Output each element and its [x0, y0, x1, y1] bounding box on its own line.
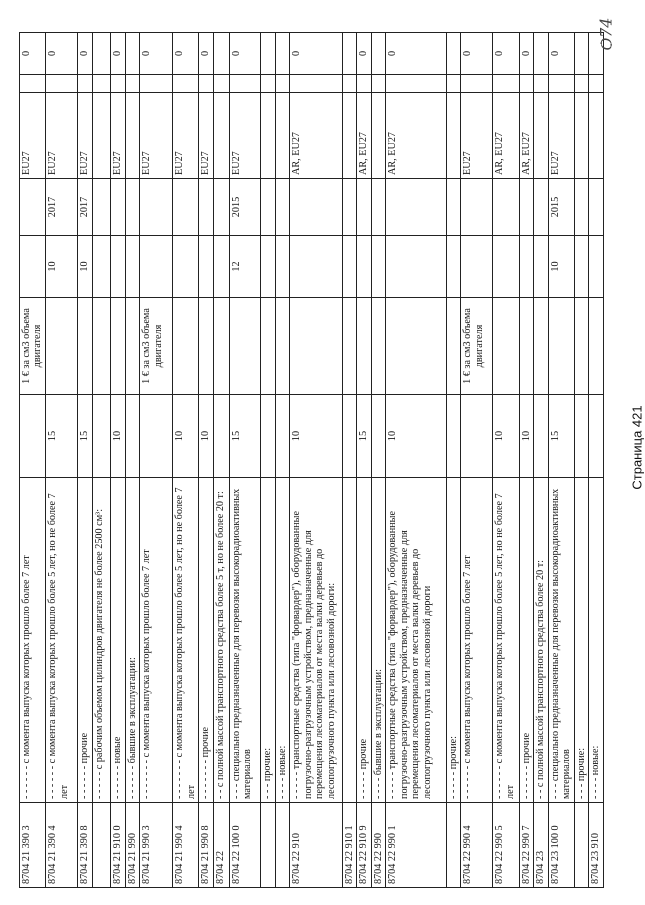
origin-cell [275, 93, 290, 179]
tariff-table [19, 32, 604, 888]
origin-cell [446, 93, 461, 179]
origin-cell [125, 93, 140, 179]
duty-rate-cell: 15 [78, 395, 93, 478]
final-rate-cell [92, 33, 110, 75]
reduced-rate-cell [534, 236, 549, 298]
unit-cell [111, 298, 126, 395]
unit-cell [574, 298, 589, 395]
table-row [46, 33, 78, 888]
description-cell: - - - - - - бывшие в эксплуатации: [125, 478, 140, 803]
reduced-rate-cell [173, 236, 199, 298]
description-cell: - - - - - - с момента выпуска которых прошло более 5 лет, но не более 7 лет [46, 478, 78, 803]
table-row [386, 33, 446, 888]
year-cell [92, 179, 110, 236]
reduced-rate-cell: 10 [548, 236, 574, 298]
unit-cell: 1 € за см3 объема двигателя [461, 298, 492, 395]
year-cell [342, 179, 357, 236]
description-cell: - - - - - - прочие [78, 478, 93, 803]
table-row [78, 33, 93, 888]
unit-cell [357, 298, 372, 395]
reduced-rate-cell [20, 236, 46, 298]
description-cell: - - - - - прочие [357, 478, 372, 803]
final-rate-cell [574, 33, 589, 75]
empty-cell [534, 75, 549, 93]
empty-cell [46, 75, 78, 93]
code-cell: 8704 21 390 8 [78, 803, 93, 888]
description-cell: - - - - - - прочие [519, 478, 534, 803]
description-cell: - - - - - - с момента выпуска которых прошло более 7 лет [461, 478, 492, 803]
code-cell [574, 803, 589, 888]
table-row [261, 33, 276, 888]
year-cell [461, 179, 492, 236]
duty-rate-cell [589, 395, 604, 478]
table-row [111, 33, 126, 888]
code-cell: 8704 22 [213, 803, 229, 888]
year-cell [492, 179, 519, 236]
page-number-label: Страница 421 [629, 405, 645, 490]
code-cell [275, 803, 290, 888]
origin-cell [534, 93, 549, 179]
origin-cell: AR, EU27 [386, 93, 446, 179]
reduced-rate-cell [446, 236, 461, 298]
rotated-page [19, 33, 604, 888]
final-rate-cell [275, 33, 290, 75]
table-row [199, 33, 214, 888]
unit-cell [275, 298, 290, 395]
description-cell: - - - - - - - с момента выпуска которых прошло более 7 лет [140, 478, 173, 803]
origin-cell [371, 93, 386, 179]
origin-cell [342, 93, 357, 179]
duty-rate-cell: 10 [111, 395, 126, 478]
unit-cell [548, 298, 574, 395]
final-rate-cell [342, 33, 357, 75]
origin-cell [574, 93, 589, 179]
year-cell [111, 179, 126, 236]
empty-cell [261, 75, 276, 93]
code-cell: 8704 21 990 4 [173, 803, 199, 888]
reduced-rate-cell [342, 236, 357, 298]
duty-rate-cell: 15 [46, 395, 78, 478]
duty-rate-cell: 10 [199, 395, 214, 478]
final-rate-cell: 0 [290, 33, 342, 75]
empty-cell [213, 75, 229, 93]
unit-cell [589, 298, 604, 395]
year-cell [574, 179, 589, 236]
origin-cell: EU27 [173, 93, 199, 179]
origin-cell: EU27 [548, 93, 574, 179]
year-cell [275, 179, 290, 236]
code-cell: 8704 22 910 [290, 803, 342, 888]
table-row [371, 33, 386, 888]
empty-cell [548, 75, 574, 93]
description-cell [342, 478, 357, 803]
final-rate-cell [371, 33, 386, 75]
empty-cell [230, 75, 261, 93]
empty-cell [173, 75, 199, 93]
description-cell: - - - - - - - с момента выпуска которых прошло более 5 лет, но не более 7 лет [173, 478, 199, 803]
description-cell: - - - - - транспортные средства (типа "форвардер"), оборудованные погрузочно-разгрузочным устройством, предназначенные для перемещения лесоматериалов от места валки деревьев до лесопогрузочного пункта или лесовозной дороги [386, 478, 446, 803]
origin-cell [213, 93, 229, 179]
year-cell [534, 179, 549, 236]
empty-cell [589, 75, 604, 93]
duty-rate-cell [446, 395, 461, 478]
duty-rate-cell [342, 395, 357, 478]
table-row [492, 33, 519, 888]
origin-cell: AR, EU27 [290, 93, 342, 179]
code-cell: 8704 22 990 5 [492, 803, 519, 888]
duty-rate-cell [92, 395, 110, 478]
description-cell: - - с полной массой транспортного средства более 20 т: [534, 478, 549, 803]
code-cell: 8704 21 990 [125, 803, 140, 888]
reduced-rate-cell [371, 236, 386, 298]
final-rate-cell: 0 [230, 33, 261, 75]
description-cell: - - - прочие: [574, 478, 589, 803]
code-cell: 8704 21 910 0 [111, 803, 126, 888]
reduced-rate-cell [589, 236, 604, 298]
table-row [589, 33, 604, 888]
duty-rate-cell: 10 [290, 395, 342, 478]
table-row [548, 33, 574, 888]
final-rate-cell: 0 [548, 33, 574, 75]
duty-rate-cell [140, 395, 173, 478]
duty-rate-cell: 10 [173, 395, 199, 478]
description-cell: - - - прочие: [261, 478, 276, 803]
code-cell: 8704 21 990 3 [140, 803, 173, 888]
year-cell: 2015 [548, 179, 574, 236]
unit-cell [230, 298, 261, 395]
unit-cell [446, 298, 461, 395]
description-cell: - - - - - прочие: [446, 478, 461, 803]
code-cell: 8704 23 [534, 803, 549, 888]
reduced-rate-cell: 10 [78, 236, 93, 298]
table-row [342, 33, 357, 888]
origin-cell [261, 93, 276, 179]
table-row [92, 33, 110, 888]
duty-rate-cell [371, 395, 386, 478]
reduced-rate-cell: 12 [230, 236, 261, 298]
unit-cell [386, 298, 446, 395]
reduced-rate-cell [574, 236, 589, 298]
description-cell: - - - специально предназначенные для перевозки высокорадиоактивных материалов [548, 478, 574, 803]
description-cell: - - - - - - с момента выпуска которых прошло более 5 лет, но не более 7 лет [492, 478, 519, 803]
year-cell [199, 179, 214, 236]
year-cell: 2017 [78, 179, 93, 236]
handwritten-note: Ѻ74 [596, 17, 616, 51]
empty-cell [111, 75, 126, 93]
year-cell [140, 179, 173, 236]
empty-cell [290, 75, 342, 93]
reduced-rate-cell [111, 236, 126, 298]
year-cell: 2015 [230, 179, 261, 236]
final-rate-cell: 0 [111, 33, 126, 75]
empty-cell [461, 75, 492, 93]
reduced-rate-cell [461, 236, 492, 298]
year-cell [173, 179, 199, 236]
origin-cell: EU27 [20, 93, 46, 179]
origin-cell: EU27 [230, 93, 261, 179]
unit-cell [213, 298, 229, 395]
final-rate-cell: 0 [46, 33, 78, 75]
duty-rate-cell: 15 [230, 395, 261, 478]
reduced-rate-cell [261, 236, 276, 298]
year-cell [213, 179, 229, 236]
table-row [461, 33, 492, 888]
table-row [446, 33, 461, 888]
unit-cell: 1 € за см3 объема двигателя [20, 298, 46, 395]
origin-cell [589, 93, 604, 179]
description-cell: - - - - - с рабочим объемом цилиндров двигателя не более 2500 см³: [92, 478, 110, 803]
unit-cell [173, 298, 199, 395]
empty-cell [78, 75, 93, 93]
code-cell [446, 803, 461, 888]
empty-cell [371, 75, 386, 93]
reduced-rate-cell [290, 236, 342, 298]
empty-cell [140, 75, 173, 93]
unit-cell [492, 298, 519, 395]
unit-cell [78, 298, 93, 395]
table-row [20, 33, 46, 888]
code-cell: 8704 22 100 0 [230, 803, 261, 888]
duty-rate-cell: 10 [519, 395, 534, 478]
year-cell: 2017 [46, 179, 78, 236]
unit-cell [261, 298, 276, 395]
reduced-rate-cell [357, 236, 372, 298]
code-cell: 8704 22 990 1 [386, 803, 446, 888]
empty-cell [386, 75, 446, 93]
reduced-rate-cell [199, 236, 214, 298]
table-row [125, 33, 140, 888]
duty-rate-cell: 10 [386, 395, 446, 478]
final-rate-cell: 0 [20, 33, 46, 75]
duty-rate-cell [20, 395, 46, 478]
code-cell [261, 803, 276, 888]
code-cell: 8704 22 910 9 [357, 803, 372, 888]
table-row [140, 33, 173, 888]
description-cell: - - с полной массой транспортного средства более 5 т, но не более 20 т: [213, 478, 229, 803]
table-row [534, 33, 549, 888]
origin-cell: EU27 [199, 93, 214, 179]
year-cell [519, 179, 534, 236]
origin-cell: EU27 [46, 93, 78, 179]
empty-cell [125, 75, 140, 93]
duty-rate-cell [534, 395, 549, 478]
reduced-rate-cell [386, 236, 446, 298]
year-cell [261, 179, 276, 236]
unit-cell [92, 298, 110, 395]
code-cell: 8704 22 990 7 [519, 803, 534, 888]
empty-cell [199, 75, 214, 93]
table-row [519, 33, 534, 888]
final-rate-cell [261, 33, 276, 75]
reduced-rate-cell [275, 236, 290, 298]
unit-cell [534, 298, 549, 395]
final-rate-cell [213, 33, 229, 75]
final-rate-cell: 0 [199, 33, 214, 75]
final-rate-cell: 0 [78, 33, 93, 75]
reduced-rate-cell: 10 [46, 236, 78, 298]
duty-rate-cell [213, 395, 229, 478]
unit-cell [519, 298, 534, 395]
empty-cell [92, 75, 110, 93]
empty-cell [20, 75, 46, 93]
code-cell: 8704 21 990 8 [199, 803, 214, 888]
final-rate-cell: 0 [140, 33, 173, 75]
final-rate-cell: 0 [173, 33, 199, 75]
unit-cell [290, 298, 342, 395]
duty-rate-cell [261, 395, 276, 478]
year-cell [20, 179, 46, 236]
empty-cell [492, 75, 519, 93]
year-cell [589, 179, 604, 236]
year-cell [125, 179, 140, 236]
duty-rate-cell: 15 [548, 395, 574, 478]
origin-cell: EU27 [140, 93, 173, 179]
final-rate-cell: 0 [386, 33, 446, 75]
table-row [275, 33, 290, 888]
duty-rate-cell [275, 395, 290, 478]
reduced-rate-cell [140, 236, 173, 298]
code-cell: 8704 22 910 1 [342, 803, 357, 888]
reduced-rate-cell [125, 236, 140, 298]
final-rate-cell: 0 [357, 33, 372, 75]
description-cell: - - - - - транспортные средства (типа "форвардер"), оборудованные погрузочно-разгрузочным устройством, предназначенные для перемещения лесоматериалов от места валки деревьев до лесопогрузочного пункта или лесовозной дороги: [290, 478, 342, 803]
table-row [574, 33, 589, 888]
year-cell [386, 179, 446, 236]
reduced-rate-cell [519, 236, 534, 298]
final-rate-cell [125, 33, 140, 75]
year-cell [290, 179, 342, 236]
final-rate-cell [534, 33, 549, 75]
table-row [357, 33, 372, 888]
final-rate-cell: 0 [492, 33, 519, 75]
code-cell: 8704 23 100 0 [548, 803, 574, 888]
unit-cell [199, 298, 214, 395]
reduced-rate-cell [213, 236, 229, 298]
description-cell: - - - - - - новые [111, 478, 126, 803]
table-row [290, 33, 342, 888]
code-cell: 8704 21 390 4 [46, 803, 78, 888]
origin-cell: EU27 [461, 93, 492, 179]
code-cell: 8704 21 390 3 [20, 803, 46, 888]
reduced-rate-cell [492, 236, 519, 298]
origin-cell: EU27 [111, 93, 126, 179]
duty-rate-cell [125, 395, 140, 478]
description-cell: - - - - новые: [275, 478, 290, 803]
year-cell [357, 179, 372, 236]
empty-cell [574, 75, 589, 93]
origin-cell: EU27 [78, 93, 93, 179]
description-cell: - - - специально предназначенные для перевозки высокорадиоактивных материалов [230, 478, 261, 803]
code-cell: 8704 23 910 [589, 803, 604, 888]
origin-cell: AR, EU27 [357, 93, 372, 179]
description-cell: - - - - новые: [589, 478, 604, 803]
description-cell: - - - - - - - прочие [199, 478, 214, 803]
code-cell: 8704 22 990 [371, 803, 386, 888]
empty-cell [446, 75, 461, 93]
empty-cell [275, 75, 290, 93]
reduced-rate-cell [92, 236, 110, 298]
empty-cell [357, 75, 372, 93]
code-cell: 8704 22 990 4 [461, 803, 492, 888]
code-cell [92, 803, 110, 888]
unit-cell [342, 298, 357, 395]
final-rate-cell: 0 [461, 33, 492, 75]
table-row [230, 33, 261, 888]
year-cell [371, 179, 386, 236]
final-rate-cell: 0 [519, 33, 534, 75]
unit-cell [371, 298, 386, 395]
table-row [213, 33, 229, 888]
duty-rate-cell [461, 395, 492, 478]
final-rate-cell [446, 33, 461, 75]
unit-cell [46, 298, 78, 395]
origin-cell: AR, EU27 [492, 93, 519, 179]
empty-cell [342, 75, 357, 93]
duty-rate-cell [574, 395, 589, 478]
description-cell: - - - - бывшие в эксплуатации: [371, 478, 386, 803]
unit-cell [125, 298, 140, 395]
origin-cell [92, 93, 110, 179]
table-row [173, 33, 199, 888]
duty-rate-cell: 15 [357, 395, 372, 478]
duty-rate-cell: 10 [492, 395, 519, 478]
empty-cell [519, 75, 534, 93]
origin-cell: AR, EU27 [519, 93, 534, 179]
unit-cell: 1 € за см3 объема двигателя [140, 298, 173, 395]
year-cell [446, 179, 461, 236]
description-cell: - - - - - - с момента выпуска которых прошло более 7 лет [20, 478, 46, 803]
